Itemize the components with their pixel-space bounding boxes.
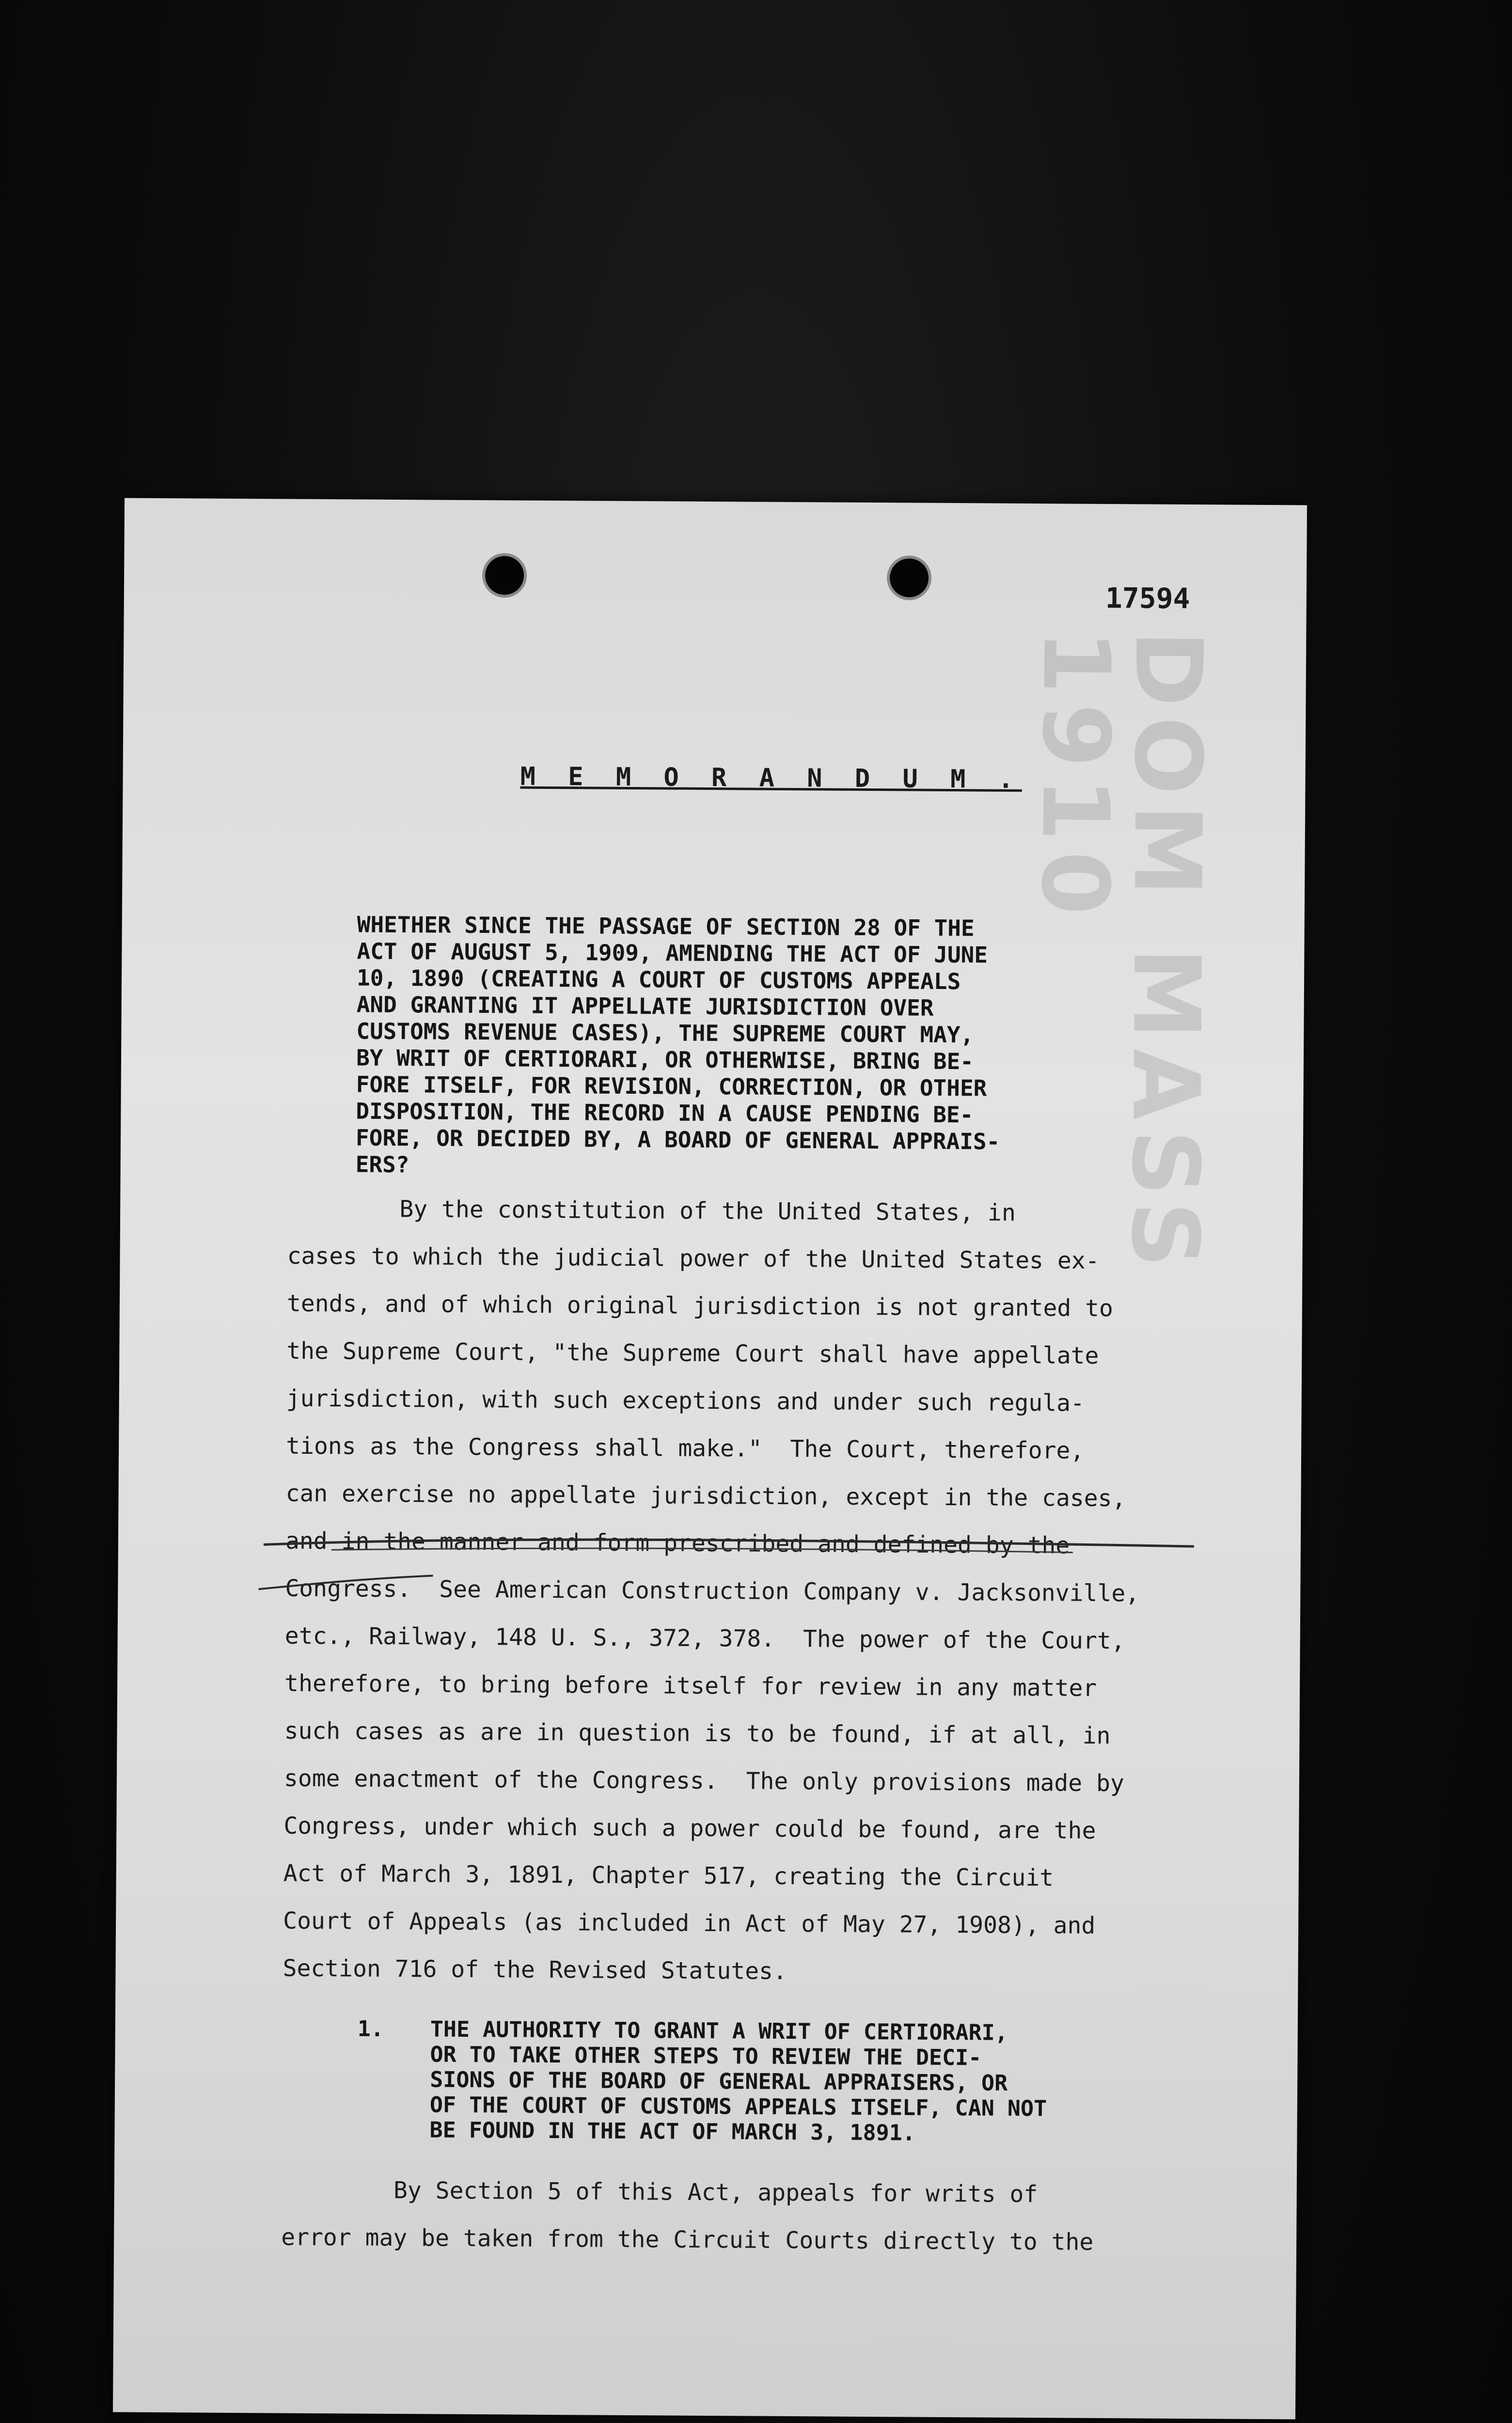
- body-line: such cases as are in question is to be found, if at all, in: [284, 1717, 1111, 1750]
- body-line: By Section 5 of this Act, appeals for writs of: [281, 2176, 1038, 2208]
- caption-line: WHETHER SINCE THE PASSAGE OF SECTION 28 OF THE: [357, 911, 975, 942]
- body-text: [283, 1185, 1208, 1998]
- caption-line: CUSTOMS REVENUE CASES), THE SUPREME COURT MAY,: [356, 1018, 974, 1048]
- body-line: cases to which the judicial power of the United States ex-: [287, 1242, 1100, 1274]
- section-heading-text: [429, 2016, 1157, 2147]
- body-line: Court of Appeals (as included in Act of May 27, 1908), and: [283, 1907, 1096, 1939]
- section-number: 1.: [357, 2015, 384, 2042]
- body-line: Congress, under which such a power could be found, are the: [284, 1812, 1096, 1844]
- document-page: [113, 498, 1307, 2420]
- caption-line: FORE ITSELF, FOR REVISION, CORRECTION, OR OTHER: [356, 1071, 987, 1101]
- caption-block: [356, 912, 1060, 1182]
- body-line: therefore, to bring before itself for review in any matter: [284, 1669, 1097, 1702]
- body-line: tions as the Congress shall make." The Court, therefore,: [285, 1432, 1085, 1464]
- body-line: tends, and of which original jurisdiction is not granted to: [286, 1290, 1114, 1322]
- stamp-watermark: DOM MASS 1910: [1021, 629, 1222, 1278]
- caption-line: FORE, OR DECIDED BY, A BOARD OF GENERAL APPRAIS-: [355, 1124, 1000, 1155]
- heading-line: OR TO TAKE OTHER STEPS TO REVIEW THE DECI-: [430, 2041, 982, 2071]
- body-line: some enactment of the Congress. The only provisions made by: [284, 1764, 1124, 1797]
- body-line: and in the manner and form prescribed and defined by the: [285, 1527, 1070, 1559]
- caption-line: 10, 1890 (CREATING A COURT OF CUSTOMS APPEALS: [356, 964, 961, 995]
- body-line: jurisdiction, with such exceptions and under such regula-: [286, 1385, 1085, 1417]
- caption-line: ERS?: [355, 1151, 410, 1178]
- heading-line: THE AUTHORITY TO GRANT A WRIT OF CERTIORARI,: [430, 2016, 1008, 2045]
- section-heading: [357, 2015, 1181, 2146]
- tail-text: [281, 2166, 1202, 2267]
- body-line: By the constitution of the United States, in: [287, 1195, 1016, 1227]
- body-line: can exercise no appellate jurisdiction, except in the cases,: [285, 1479, 1126, 1512]
- body-line: the Supreme Court, "the Supreme Court shall have appellate: [286, 1337, 1099, 1369]
- body-line: Act of March 3, 1891, Chapter 517, creating the Circuit: [283, 1859, 1054, 1892]
- heading-line: SIONS OF THE BOARD OF GENERAL APPRAISERS, OR: [430, 2066, 1008, 2096]
- heading-line: OF THE COURT OF CUSTOMS APPEALS ITSELF, CAN NOT: [429, 2092, 1047, 2122]
- caption-line: AND GRANTING IT APPELLATE JURISDICTION OVER: [356, 991, 934, 1021]
- punch-hole: [485, 556, 524, 595]
- caption-line: BY WRIT OF CERTIORARI, OR OTHERWISE, BRING BE-: [356, 1044, 974, 1075]
- caption-line: DISPOSITION, THE RECORD IN A CAUSE PENDING BE-: [356, 1098, 974, 1128]
- body-line: Section 716 of the Revised Statutes.: [283, 1954, 788, 1985]
- heading-line: BE FOUND IN THE ACT OF MARCH 3, 1891.: [429, 2117, 916, 2146]
- document-number: 17594: [1105, 581, 1190, 615]
- memo-title: M E M O R A N D U M .: [520, 762, 1023, 794]
- punch-hole: [890, 558, 929, 597]
- body-line: Congress. See American Construction Company v. Jacksonville,: [285, 1574, 1140, 1607]
- body-line: etc., Railway, 148 U. S., 372, 378. The power of the Court,: [284, 1622, 1125, 1655]
- caption-line: ACT OF AUGUST 5, 1909, AMENDING THE ACT OF JUNE: [357, 938, 988, 968]
- body-line: error may be taken from the Circuit Courts directly to the: [281, 2223, 1094, 2256]
